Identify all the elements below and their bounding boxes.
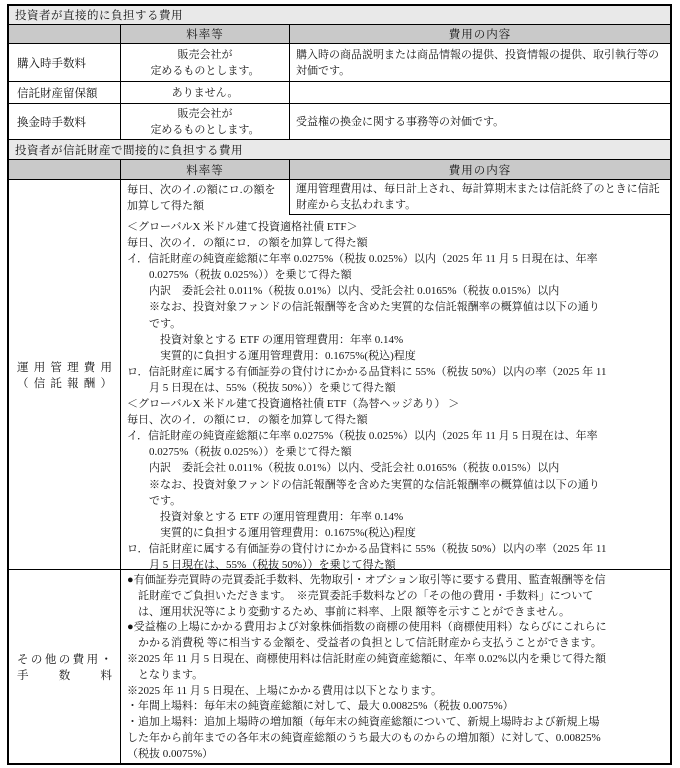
management-fee-rate: 毎日、次のイ.の額にロ.の額を加算して得た額 [127, 184, 276, 212]
retention-amount-content [289, 82, 670, 103]
section1-header: 投資者が直接的に負担する費用 [9, 6, 670, 24]
purchase-fee-rate: 販売会社が 定めるものとします。 [120, 44, 289, 81]
other-fees-label: その他の費用・ 手数料 [17, 653, 112, 682]
management-fee-overview: 運用管理費用は、毎日計上され、毎計算期末または信託終了のときに信託財産から支払われます。 [289, 180, 670, 215]
other-fees-details: ●有価証券売買時の売買委託手数料、先物取引・オプション取引等に要する費用、監査報酬等を信 託財産でご負担いただきます。 ※売買委託手数料などの「その他の費用・手数料」について は、運用状況等により変動するため、事前に料率、上限 額等を示すことができません。 ●受益権の上場にかかる費用および対象株価指数の商標の使用料（商標使用料）ならびにこれらに かかる消費税 等に相当する金額を、受益者の負担として信託財産から支払うことができます。 ※2025 年 11 月 5 日現在、商標使用料は信託財産の純資産総額に、年率 0.02%以内を乗じて得た額 となります。 ※2025 年 11 月 5 日現在、上場にかかる費用は以下となります。 ・年間上場料：毎年末の純資産総額に対して、最大 0.00825%（税抜 0.0075%） ・追加上場料：追加上場時の増加額（毎年末の純資産総額について、新規上場時および新規上場 した年から前年までの各年末の純資産総額のうち最大のものからの増加額）に対して、0.00825% （税抜 0.0075%） [120, 570, 670, 763]
redemption-fee-rate: 販売会社が 定めるものとします。 [120, 104, 289, 139]
column-header-content: 費用の内容 [289, 25, 670, 43]
retention-amount-label: 信託財産留保額 [17, 87, 98, 100]
row-other-fees [9, 569, 670, 763]
management-fee-cell [120, 180, 670, 569]
column-header-blank [9, 160, 120, 179]
row-retention-amount [9, 81, 670, 103]
row-purchase-fee [9, 43, 670, 81]
redemption-fee-content: 受益権の換金に関する事務等の対価です。 [289, 104, 670, 139]
column-header-content: 費用の内容 [289, 160, 670, 179]
row-redemption-fee [9, 103, 670, 139]
purchase-fee-content: 購入時の商品説明または商品情報の提供、投資情報の提供、取引執行等の対価です。 [289, 44, 670, 81]
retention-amount-rate: ありません。 [120, 82, 289, 103]
column-header-rate: 料率等 [120, 25, 289, 43]
redemption-fee-label: 換金時手数料 [17, 116, 86, 129]
section1-column-header-row [9, 24, 670, 43]
purchase-fee-label: 購入時手数料 [17, 57, 86, 70]
column-header-rate: 料率等 [120, 160, 289, 179]
section2-column-header-row [9, 159, 670, 179]
column-header-blank [9, 25, 120, 43]
row-management-fee [9, 179, 670, 569]
management-fee-details: ＜グローバルX 米ドル建て投資適格社債 ETF＞ 毎日、次のイ．の額にロ．の額を加算して得た額 イ．信託財産の純資産総額に年率 0.0275%（税抜 0.025%）以内（2025 年 11 月 5 日現在は、年率 0.0275%（税抜 0.025%））を乗じて得た額 内訳 委託会社 0.011%（税抜 0.01%）以内、受託会社 0.0165%（税抜 0.015%）以内 ※なお、投資対象ファンドの信託報酬等を含めた実質的な信託報酬率の概算値は以下の通り です。 投資対象とする ETF の運用管理費用：年率 0.14% 実質的に負担する運用管理費用：0.1675%(税込)程度 ロ．信託財産に属する有価証券の貸付けにかかる品貸料に 55%（税抜 50%）以内の率（2025 年 11 月 5 日現在は、55%（税抜 50%））を乗じて得た額 ＜グローバルX 米ドル建て投資適格社債 ETF（為替ヘッジあり） ＞ 毎日、次のイ．の額にロ．の額を加算して得た額 イ．信託財産の純資産総額に年率 0.0275%（税抜 0.025%）以内（2025 年 11 月 5 日現在は、年率 0.0275%（税抜 0.025%））を乗じて得た額 内訳 委託会社 0.011%（税抜 0.01%）以内、受託会社 0.0165%（税抜 0.015%）以内 ※なお、投資対象ファンドの信託報酬等を含めた実質的な信託報酬率の概算値は以下の通り です。 投資対象とする ETF の運用管理費用：年率 0.14% 実質的に負担する運用管理費用：0.1675%(税込)程度 ロ．信託財産に属する有価証券の貸付けにかかる品貸料に 55%（税抜 50%）以内の率（2025 年 11 月 5 日現在は、55%（税抜 50%））を乗じて得た額 [127, 221, 607, 571]
fee-table [7, 4, 672, 765]
management-fee-subrow [121, 180, 670, 215]
management-fee-label: 運用管理費用 （信託報酬） [17, 361, 112, 390]
section2-header: 投資者が信託財産で間接的に負担する費用 [9, 139, 670, 159]
